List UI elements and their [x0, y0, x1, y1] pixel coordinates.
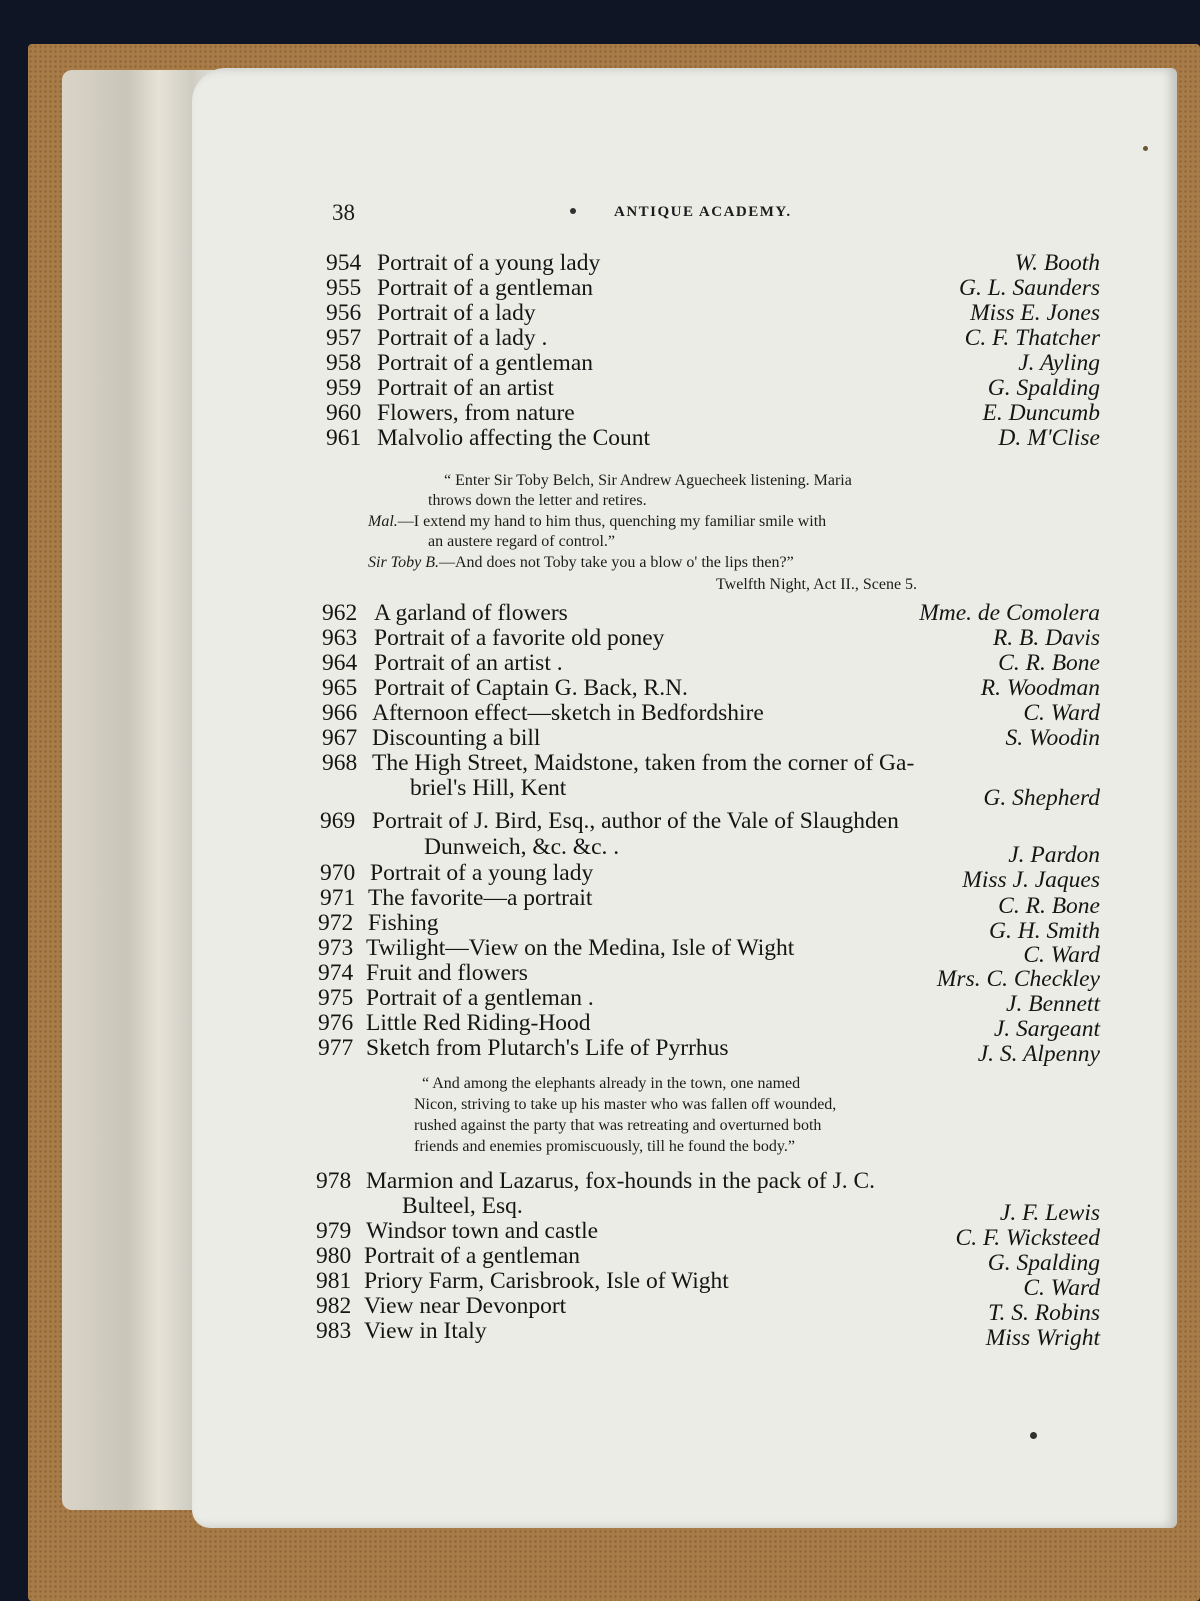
entry-title: Portrait of an artist	[377, 375, 554, 401]
quotation-line: throws down the letter and retires.	[428, 492, 647, 509]
entry-title: Afternoon effect—sketch in Bedfordshire	[372, 700, 764, 726]
entry-number: 972	[318, 910, 354, 936]
entry-artist: J. Pardon	[1008, 842, 1100, 868]
entry-artist: W. Booth	[1014, 250, 1100, 276]
catalogue-entry	[0, 400, 1200, 426]
entry-number: 981	[316, 1268, 352, 1294]
quotation-line: Sir Toby B.—And does not Toby take you a blow o' the lips then?”	[368, 554, 794, 571]
entry-artist: Miss Wright	[985, 1325, 1100, 1351]
entry-number: 982	[316, 1293, 352, 1319]
entry-number: 963	[322, 625, 358, 651]
entry-number: 977	[318, 1035, 354, 1061]
entry-title-continuation: Dunweich, &c. &c. .	[424, 834, 620, 860]
entry-artist: Mme. de Comolera	[919, 600, 1100, 626]
catalogue-entry	[0, 325, 1200, 351]
entry-number: 962	[322, 600, 358, 626]
entry-title: Portrait of Captain G. Back, R.N.	[374, 675, 688, 701]
entry-number: 980	[316, 1243, 352, 1269]
entry-artist: Mrs. C. Checkley	[936, 966, 1100, 992]
entry-artist: C. F. Wicksteed	[955, 1225, 1100, 1251]
entry-number: 971	[320, 885, 356, 911]
quotation-line: an austere regard of control.”	[428, 533, 616, 550]
entry-artist: J. Bennett	[1006, 991, 1100, 1017]
entry-number: 983	[316, 1318, 352, 1344]
catalogue-entry	[0, 275, 1200, 301]
catalogue-entry	[0, 625, 1200, 651]
entry-number: 958	[326, 350, 362, 376]
entry-title: Little Red Riding-Hood	[366, 1010, 591, 1036]
catalogue-entry	[0, 1168, 1200, 1194]
catalogue-entry	[0, 725, 1200, 751]
entry-artist: T. S. Robins	[988, 1300, 1100, 1326]
entry-number: 978	[316, 1168, 352, 1194]
entry-artist: Miss E. Jones	[970, 300, 1100, 326]
entry-artist: C. Ward	[1023, 1275, 1100, 1301]
speaker-name: Sir Toby B.	[368, 554, 439, 571]
catalogue-entry	[0, 808, 1200, 834]
entry-title: Portrait of a young lady	[377, 250, 601, 276]
entry-title: Sketch from Plutarch's Life of Pyrrhus	[366, 1035, 729, 1061]
entry-title: Twilight—View on the Medina, Isle of Wight	[366, 935, 795, 961]
quotation-line: rushed against the party that was retreating and overturned both	[414, 1117, 822, 1134]
entry-title: Portrait of a gentleman	[364, 1243, 580, 1269]
entry-title-continuation: briel's Hill, Kent	[410, 775, 567, 801]
entry-title: Portrait of a gentleman	[377, 350, 593, 376]
entry-number: 959	[326, 375, 362, 401]
entry-title: Windsor town and castle	[366, 1218, 599, 1244]
entry-number: 954	[326, 250, 362, 276]
entry-title: The High Street, Maidstone, taken from the corner of Ga-	[372, 750, 915, 776]
entry-number: 960	[326, 400, 362, 426]
entry-title: Portrait of a lady .	[377, 325, 548, 351]
entry-title: Portrait of a favorite old poney	[374, 625, 665, 651]
ink-speck	[1143, 146, 1148, 151]
entry-number: 966	[322, 700, 358, 726]
entry-number: 969	[320, 808, 356, 834]
entry-artist: C. Ward	[1023, 942, 1100, 968]
entry-artist: R. Woodman	[980, 675, 1100, 701]
entry-number: 956	[326, 300, 362, 326]
entry-title: View near Devonport	[364, 1293, 567, 1319]
catalogue-entry	[0, 250, 1200, 276]
page-number: 38	[332, 200, 355, 225]
entry-title: Portrait of an artist .	[374, 650, 563, 676]
entry-title: Fruit and flowers	[366, 960, 528, 986]
entry-artist: J. Ayling	[1018, 350, 1100, 376]
entry-number: 975	[318, 985, 354, 1011]
speaker-name: Mal.	[368, 513, 398, 530]
entry-artist: C. R. Bone	[998, 650, 1100, 676]
entry-number: 955	[326, 275, 362, 301]
entry-title: Flowers, from nature	[377, 400, 575, 426]
running-title: ANTIQUE ACADEMY.	[614, 204, 792, 220]
entry-number: 964	[322, 650, 358, 676]
quotation-line: friends and enemies promiscuously, till he found the body.”	[414, 1138, 795, 1155]
entry-artist: R. B. Davis	[992, 625, 1100, 651]
entry-artist: Miss J. Jaques	[962, 867, 1100, 893]
catalogue-entry	[0, 750, 1200, 776]
quotation-line: “ And among the elephants already in the town, one named	[422, 1075, 801, 1092]
entry-number: 973	[318, 935, 354, 961]
entry-artist: J. S. Alpenny	[977, 1041, 1100, 1067]
entry-artist: G. Spalding	[987, 1250, 1100, 1276]
entry-title-continuation: Bulteel, Esq.	[402, 1193, 523, 1219]
entry-title: Portrait of a gentleman .	[366, 985, 594, 1011]
quotation-line: “ Enter Sir Toby Belch, Sir Andrew Aguecheek listening. Maria	[444, 472, 852, 489]
catalogue-entry-artist-line	[0, 1325, 1200, 1351]
quotation-source: Twelfth Night, Act II., Scene 5.	[716, 576, 918, 593]
entry-title: Portrait of a lady	[377, 300, 536, 326]
catalogue-entry	[0, 600, 1200, 626]
quotation-line: Mal.—I extend my hand to him thus, quenching my familiar smile with	[368, 513, 827, 530]
entry-title: Portrait of a young lady	[370, 860, 594, 886]
entry-number: 967	[322, 725, 358, 751]
catalogue-entry	[0, 675, 1200, 701]
entry-number: 979	[316, 1218, 352, 1244]
entry-title: Portrait of J. Bird, Esq., author of the Vale of Slaughden	[372, 808, 899, 834]
entry-number: 961	[326, 425, 362, 451]
entry-title: Priory Farm, Carisbrook, Isle of Wight	[364, 1268, 729, 1294]
entry-title: Marmion and Lazarus, fox-hounds in the pack of J. C.	[366, 1168, 876, 1194]
entry-artist: S. Woodin	[1005, 725, 1100, 751]
entry-artist: G. Spalding	[987, 375, 1100, 401]
catalogue-entry	[0, 425, 1200, 451]
ink-speck	[570, 208, 576, 214]
entry-artist: G. H. Smith	[989, 918, 1100, 944]
entry-title: A garland of flowers	[374, 600, 568, 626]
catalogue-entry	[0, 700, 1200, 726]
entry-artist: E. Duncumb	[982, 400, 1100, 426]
ink-speck	[1030, 1432, 1037, 1439]
entry-title: Discounting a bill	[372, 725, 541, 751]
entry-artist: G. L. Saunders	[958, 275, 1100, 301]
page-header	[0, 200, 1200, 230]
entry-number: 968	[322, 750, 358, 776]
entry-title: The favorite—a portrait	[368, 885, 593, 911]
entry-artist: C. Ward	[1023, 700, 1100, 726]
catalogue-entry	[0, 375, 1200, 401]
entry-title: Portrait of a gentleman	[377, 275, 593, 301]
catalogue-entry	[0, 650, 1200, 676]
entry-title: Fishing	[368, 910, 439, 936]
entry-number: 976	[318, 1010, 354, 1036]
entry-number: 974	[318, 960, 354, 986]
catalogue-entry-artist-line	[0, 1041, 1200, 1067]
entry-title: View in Italy	[364, 1318, 487, 1344]
entry-artist: D. M'Clise	[998, 425, 1100, 451]
entry-artist: C. R. Bone	[998, 893, 1100, 919]
entry-number: 957	[326, 325, 362, 351]
catalogue-entry	[0, 350, 1200, 376]
entry-artist: G. Shepherd	[983, 785, 1100, 811]
quotation-line: Nicon, striving to take up his master who was fallen off wounded,	[414, 1096, 837, 1113]
entry-artist: J. F. Lewis	[999, 1200, 1100, 1226]
entry-number: 965	[322, 675, 358, 701]
entry-number: 970	[320, 860, 356, 886]
entry-title: Malvolio affecting the Count	[377, 425, 651, 451]
catalogue-entry	[0, 300, 1200, 326]
entry-artist: C. F. Thatcher	[964, 325, 1100, 351]
entry-artist: J. Sargeant	[993, 1016, 1100, 1042]
